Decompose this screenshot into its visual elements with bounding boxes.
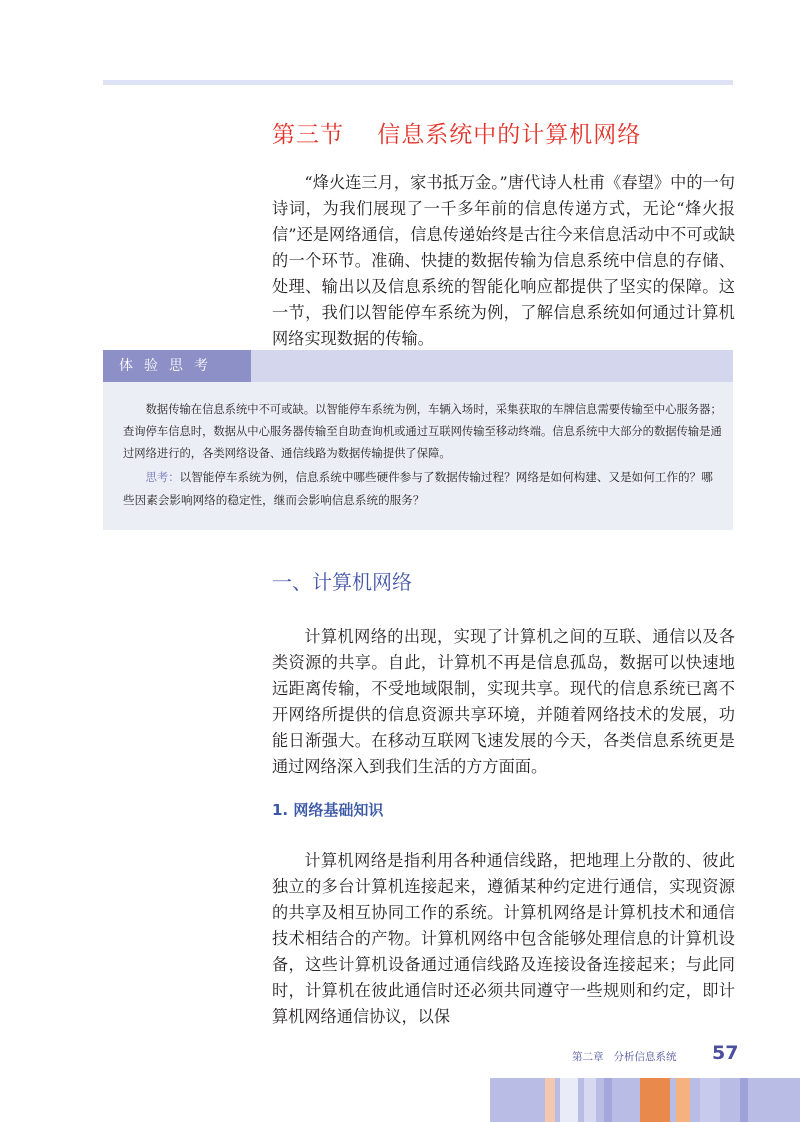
intro-paragraph: “烽火连三月，家书抵万金。”唐代诗人杜甫《春望》中的一句诗词，为我们展现了一千多年前的信息传递方式，无论“烽火报信”还是网络通信，信息传递始终是古往今来信息活动中不可或缺的一个环节。准确、快捷的数据传输为信息系统中信息的存储、处理、输出以及信息系统的智能化响应都提供了坚实的保障。这一节，我们以智能停车系统为例，了解信息系统如何通过计算机网络实现数据的传输。 bbox=[272, 173, 735, 348]
basics-paragraph: 计算机网络是指利用各种通信线路，把地理上分散的、彼此独立的多台计算机连接起来，遵循某种约定进行通信，实现资源的共享及相互协同工作的系统。计算机网络是计算机技术和通信技术相结合的产物。计算机网络中包含能够处理信息的计算机设备，这些计算机设备通过通信线路及连接设备连接起来；与此同时，计算机在彼此通信时还必须共同遵守一些规则和约定，即计算机网络通信协议，以保 bbox=[272, 851, 735, 1026]
experience-think bbox=[123, 466, 723, 512]
network-paragraph: 计算机网络的出现，实现了计算机之间的互联、通信以及各类资源的共享。自此，计算机不再是信息孤岛，数据可以快速地远距离传输，不受地域限制，实现共享。现代的信息系统已离不开网络所提供的信息资源共享环境，并随着网络技术的发展，功能日渐强大。在移动互联网飞速发展的今天，各类信息系统更是通过网络深入到我们生活的方方面面。 bbox=[272, 627, 735, 776]
heading-network-basics: 1. 网络基础知识 bbox=[272, 801, 384, 819]
heading-computer-network: 一、计算机网络 bbox=[272, 570, 412, 594]
section-title: 第三节 信息系统中的计算机网络 bbox=[272, 122, 642, 148]
header-rule bbox=[103, 80, 733, 85]
think-text: 以智能停车系统为例，信息系统中哪些硬件参与了数据传输过程？网络是如何构建、又是如何工作的？哪些因素会影响网络的稳定性，继而会影响信息系统的服务？ bbox=[123, 470, 713, 507]
footer-chapter: 第二章 分析信息系统 bbox=[572, 1051, 677, 1063]
think-label: 思考： bbox=[145, 471, 180, 484]
experience-text: 数据传输在信息系统中不可或缺。以智能停车系统为例，车辆入场时，采集获取的车牌信息需要传输至中心服务器；查询停车信息时，数据从中心服务器传输至自助查询机或通过互联网传输至移动终端。信息系统中大部分的数据传输是通过网络进行的，各类网络设备、通信线路为数据传输提供了保障。 bbox=[123, 403, 722, 460]
experience-label: 体验思考 bbox=[103, 350, 251, 382]
page-number: 57 bbox=[712, 1042, 739, 1064]
